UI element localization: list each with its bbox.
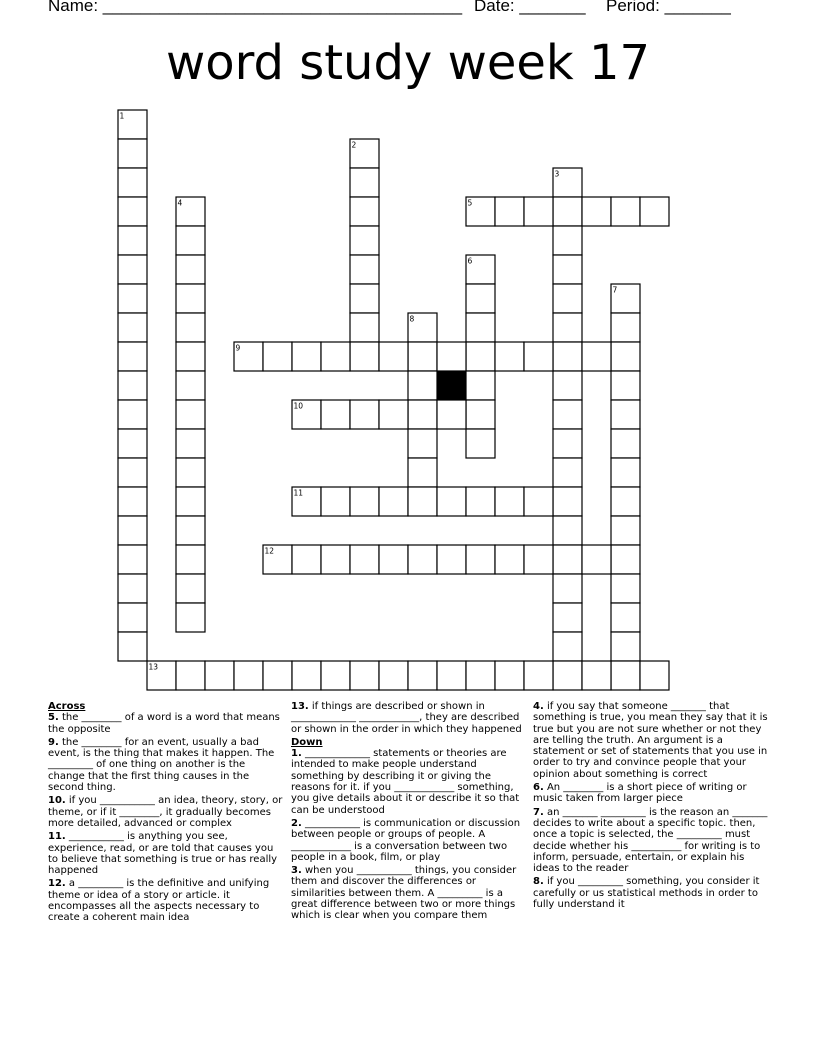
grid-cell[interactable] bbox=[350, 545, 379, 574]
grid-cell[interactable] bbox=[524, 342, 553, 371]
grid-cell[interactable] bbox=[350, 284, 379, 313]
grid-cell[interactable] bbox=[553, 574, 582, 603]
grid-cell[interactable] bbox=[611, 429, 640, 458]
across-clue-13: 13. if things are described or shown in _____________ ____________, they are described or shown in the order in which they happened bbox=[291, 701, 522, 735]
grid-cell[interactable] bbox=[495, 545, 524, 574]
grid-cell[interactable] bbox=[553, 226, 582, 255]
grid-cell[interactable] bbox=[437, 545, 466, 574]
page-title: word study week 17 bbox=[165, 35, 651, 91]
grid-cell[interactable] bbox=[350, 255, 379, 284]
grid-cell[interactable] bbox=[118, 342, 147, 371]
grid-cell[interactable] bbox=[176, 284, 205, 313]
grid-cell[interactable] bbox=[611, 342, 640, 371]
grid-cell[interactable] bbox=[466, 545, 495, 574]
clue-number-6: 6 bbox=[467, 256, 473, 266]
grid-cell[interactable] bbox=[176, 429, 205, 458]
down-clue-7: 7. an _______ _________ is the reason an _______ decides to write about a specific topic. then, once a topic is selected, the _________ must decide whether his __________ for writing is to inform, persuade, entertain, or explain his ideas to the reader bbox=[533, 806, 768, 875]
grid-cell[interactable] bbox=[582, 661, 611, 690]
grid-cell[interactable] bbox=[524, 661, 553, 690]
grid-cell[interactable] bbox=[611, 487, 640, 516]
down-clue-2: 2. ___________ is communication or discussion between people or groups of people. A ____________ is a conversation between two people in a book, film, or play bbox=[291, 817, 521, 863]
grid-cell[interactable] bbox=[118, 574, 147, 603]
grid-cell[interactable] bbox=[321, 342, 350, 371]
grid-cell[interactable] bbox=[379, 545, 408, 574]
down-clue-4: 4. if you say that someone _______ that something is true, you mean they say that it is true but you are not sure whether or not they are telling the truth. An argument is a statement or set of statements that you use in order to try and convince people that your opinion about something is correct bbox=[533, 701, 768, 780]
period-field[interactable]: Period: _______ bbox=[606, 0, 731, 15]
grid-cell[interactable] bbox=[437, 400, 466, 429]
grid-cell[interactable] bbox=[379, 487, 408, 516]
grid-cell[interactable] bbox=[553, 313, 582, 342]
grid-cell[interactable] bbox=[553, 255, 582, 284]
grid-cell[interactable] bbox=[611, 197, 640, 226]
grid-cell[interactable] bbox=[118, 487, 147, 516]
grid-cell[interactable] bbox=[437, 342, 466, 371]
down-clue-3: 3. when you ___________ things, you consider them and discover the differences or similarities between them. A _________ is a great difference between two or more things which is clear when you compare them bbox=[291, 865, 517, 922]
grid-cell[interactable] bbox=[437, 661, 466, 690]
across-clue-9: 9. the ________ for an event, usually a bad event, is the thing that makes it happen. The _________ of one thing on another is the change that the first thing causes in the second thing. bbox=[48, 736, 275, 794]
grid-cell[interactable] bbox=[524, 545, 553, 574]
clue-number-8: 8 bbox=[409, 314, 415, 324]
grid-cell[interactable] bbox=[524, 487, 553, 516]
grid-cell[interactable] bbox=[611, 574, 640, 603]
grid-cell[interactable] bbox=[408, 371, 437, 400]
grid-cell[interactable] bbox=[176, 226, 205, 255]
grid-cell[interactable] bbox=[408, 458, 437, 487]
grid-cell[interactable] bbox=[466, 661, 495, 690]
grid-cell[interactable] bbox=[553, 603, 582, 632]
grid-cell[interactable] bbox=[176, 661, 205, 690]
grid-cell[interactable] bbox=[553, 197, 582, 226]
grid-cell[interactable] bbox=[408, 429, 437, 458]
grid-cell[interactable] bbox=[176, 487, 205, 516]
across-heading: Across bbox=[48, 701, 86, 712]
clue-number-10: 10 bbox=[293, 401, 304, 411]
grid-cell[interactable] bbox=[118, 545, 147, 574]
grid-cell[interactable] bbox=[176, 400, 205, 429]
grid-cell[interactable] bbox=[408, 342, 437, 371]
grid-cell[interactable] bbox=[611, 516, 640, 545]
down-clue-1: 1. _____________ statements or theories are intended to make people understand something by describing it or giving the reasons for it. if you ____________ something, you give details about it or describe it so that can be understood bbox=[291, 748, 520, 816]
grid-cell[interactable] bbox=[118, 255, 147, 284]
grid-cell[interactable] bbox=[118, 168, 147, 197]
grid-cell[interactable] bbox=[292, 661, 321, 690]
grid-cell[interactable] bbox=[582, 197, 611, 226]
grid-cell[interactable] bbox=[553, 458, 582, 487]
grid-cell[interactable] bbox=[553, 545, 582, 574]
grid-cell[interactable] bbox=[611, 400, 640, 429]
grid-cell[interactable] bbox=[350, 342, 379, 371]
grid-cell[interactable] bbox=[350, 400, 379, 429]
across-clue-10: 10. if you ___________ an idea, theory, story, or theme, or if it ________, it gradually becomes more detailed, advanced or complex bbox=[48, 795, 283, 829]
grid-cell[interactable] bbox=[350, 661, 379, 690]
date-field[interactable]: Date: _______ bbox=[474, 0, 586, 15]
down-clue-6: 6. An ________ is a short piece of writing or music taken from larger piece bbox=[533, 782, 747, 805]
grid-cell[interactable] bbox=[466, 371, 495, 400]
clue-number-2: 2 bbox=[351, 140, 357, 150]
grid-cell[interactable] bbox=[466, 429, 495, 458]
grid-cell[interactable] bbox=[321, 661, 350, 690]
grid-cell[interactable] bbox=[263, 342, 292, 371]
grid-cell[interactable] bbox=[350, 226, 379, 255]
clue-number-9: 9 bbox=[235, 343, 241, 353]
grid-cell[interactable] bbox=[495, 197, 524, 226]
clues-column-3 bbox=[533, 701, 769, 912]
grid-cell[interactable] bbox=[611, 458, 640, 487]
grid-cell[interactable] bbox=[553, 371, 582, 400]
grid-cell[interactable] bbox=[118, 603, 147, 632]
grid-cell[interactable] bbox=[234, 661, 263, 690]
grid-cell[interactable] bbox=[118, 284, 147, 313]
grid-cell[interactable] bbox=[176, 574, 205, 603]
grid-cell[interactable] bbox=[553, 284, 582, 313]
clue-number-12: 12 bbox=[264, 546, 275, 556]
grid-cell[interactable] bbox=[118, 139, 147, 168]
grid-cell[interactable] bbox=[118, 371, 147, 400]
across-clue-5: 5. the ________ of a word is a word that means the opposite bbox=[48, 712, 280, 735]
grid-cell[interactable] bbox=[176, 516, 205, 545]
grid-cell[interactable] bbox=[176, 313, 205, 342]
grid-cell[interactable] bbox=[582, 342, 611, 371]
grid-cell[interactable] bbox=[611, 603, 640, 632]
grid-cell[interactable] bbox=[292, 545, 321, 574]
grid-cell[interactable] bbox=[118, 226, 147, 255]
down-heading: Down bbox=[291, 736, 323, 748]
grid-cell[interactable] bbox=[176, 342, 205, 371]
grid-cell[interactable] bbox=[176, 545, 205, 574]
grid-cell[interactable] bbox=[379, 400, 408, 429]
grid-cell[interactable] bbox=[263, 661, 292, 690]
grid-cell[interactable] bbox=[611, 371, 640, 400]
grid-cell[interactable] bbox=[118, 313, 147, 342]
grid-cell[interactable] bbox=[553, 516, 582, 545]
grid-cell[interactable] bbox=[553, 400, 582, 429]
grid-cell[interactable] bbox=[118, 516, 147, 545]
across-clue-11: 11. ___________ is anything you see, experience, read, or are told that causes you to believe that something is true or has really happened bbox=[48, 831, 278, 877]
grid-cell[interactable] bbox=[350, 487, 379, 516]
clues-column-1 bbox=[48, 701, 284, 926]
grid-cell[interactable] bbox=[292, 342, 321, 371]
grid-cell[interactable] bbox=[611, 661, 640, 690]
clue-number-11: 11 bbox=[293, 488, 304, 498]
grid-cell[interactable] bbox=[466, 487, 495, 516]
grid-cell[interactable] bbox=[408, 545, 437, 574]
grid-cell[interactable] bbox=[118, 197, 147, 226]
grid-cell[interactable] bbox=[350, 197, 379, 226]
grid-cell[interactable] bbox=[118, 632, 147, 661]
grid-cell[interactable] bbox=[408, 661, 437, 690]
grid-cell[interactable] bbox=[611, 545, 640, 574]
grid-cell[interactable] bbox=[611, 632, 640, 661]
grid-cell[interactable] bbox=[437, 487, 466, 516]
grid-cell[interactable] bbox=[350, 168, 379, 197]
grid-cell[interactable] bbox=[118, 400, 147, 429]
grid-cell[interactable] bbox=[495, 487, 524, 516]
grid-cell[interactable] bbox=[176, 255, 205, 284]
grid-cell[interactable] bbox=[466, 284, 495, 313]
down-clue-8: 8. if you _________ something, you consider it carefully or us statistical methods in order to fully understand it bbox=[533, 876, 760, 911]
grid-cell[interactable] bbox=[495, 342, 524, 371]
clue-number-13: 13 bbox=[148, 662, 159, 672]
grid-cell[interactable] bbox=[176, 458, 205, 487]
grid-cell[interactable] bbox=[408, 400, 437, 429]
grid-cell[interactable] bbox=[118, 429, 147, 458]
grid-cell[interactable] bbox=[466, 342, 495, 371]
grid-cell[interactable] bbox=[118, 458, 147, 487]
grid-cell[interactable] bbox=[553, 487, 582, 516]
name-field[interactable]: Name: ______________________________________ bbox=[48, 0, 463, 15]
grid-cell[interactable] bbox=[408, 487, 437, 516]
grid-cell[interactable] bbox=[321, 545, 350, 574]
grid-cell[interactable] bbox=[553, 429, 582, 458]
grid-cell[interactable] bbox=[553, 632, 582, 661]
across-clue-12: 12. a _________ is the definitive and unifying theme or idea of a story or article. it encompasses all the aspects necessary to create a coherent main idea bbox=[48, 878, 270, 924]
grid-cell[interactable] bbox=[495, 661, 524, 690]
grid-cell[interactable] bbox=[176, 603, 205, 632]
clue-number-3: 3 bbox=[554, 169, 560, 179]
grid-cell[interactable] bbox=[176, 371, 205, 400]
grid-cell[interactable] bbox=[640, 661, 669, 690]
grid-cell[interactable] bbox=[205, 661, 234, 690]
grid-cell[interactable] bbox=[321, 400, 350, 429]
grid-cell[interactable] bbox=[321, 487, 350, 516]
grid-cell[interactable] bbox=[466, 313, 495, 342]
black-cell bbox=[437, 371, 466, 400]
grid-cell[interactable] bbox=[611, 313, 640, 342]
clue-number-1: 1 bbox=[119, 111, 125, 121]
grid-cell[interactable] bbox=[553, 342, 582, 371]
grid-cell[interactable] bbox=[379, 342, 408, 371]
clue-number-4: 4 bbox=[177, 198, 183, 208]
grid-cell[interactable] bbox=[640, 197, 669, 226]
grid-cell[interactable] bbox=[582, 545, 611, 574]
grid-cell[interactable] bbox=[466, 400, 495, 429]
grid-cell[interactable] bbox=[524, 197, 553, 226]
clues-column-2 bbox=[291, 701, 526, 924]
grid-cell[interactable] bbox=[553, 661, 582, 690]
clue-number-7: 7 bbox=[612, 285, 618, 295]
grid-cell[interactable] bbox=[379, 661, 408, 690]
grid-cell[interactable] bbox=[350, 313, 379, 342]
clue-number-5: 5 bbox=[467, 198, 473, 208]
